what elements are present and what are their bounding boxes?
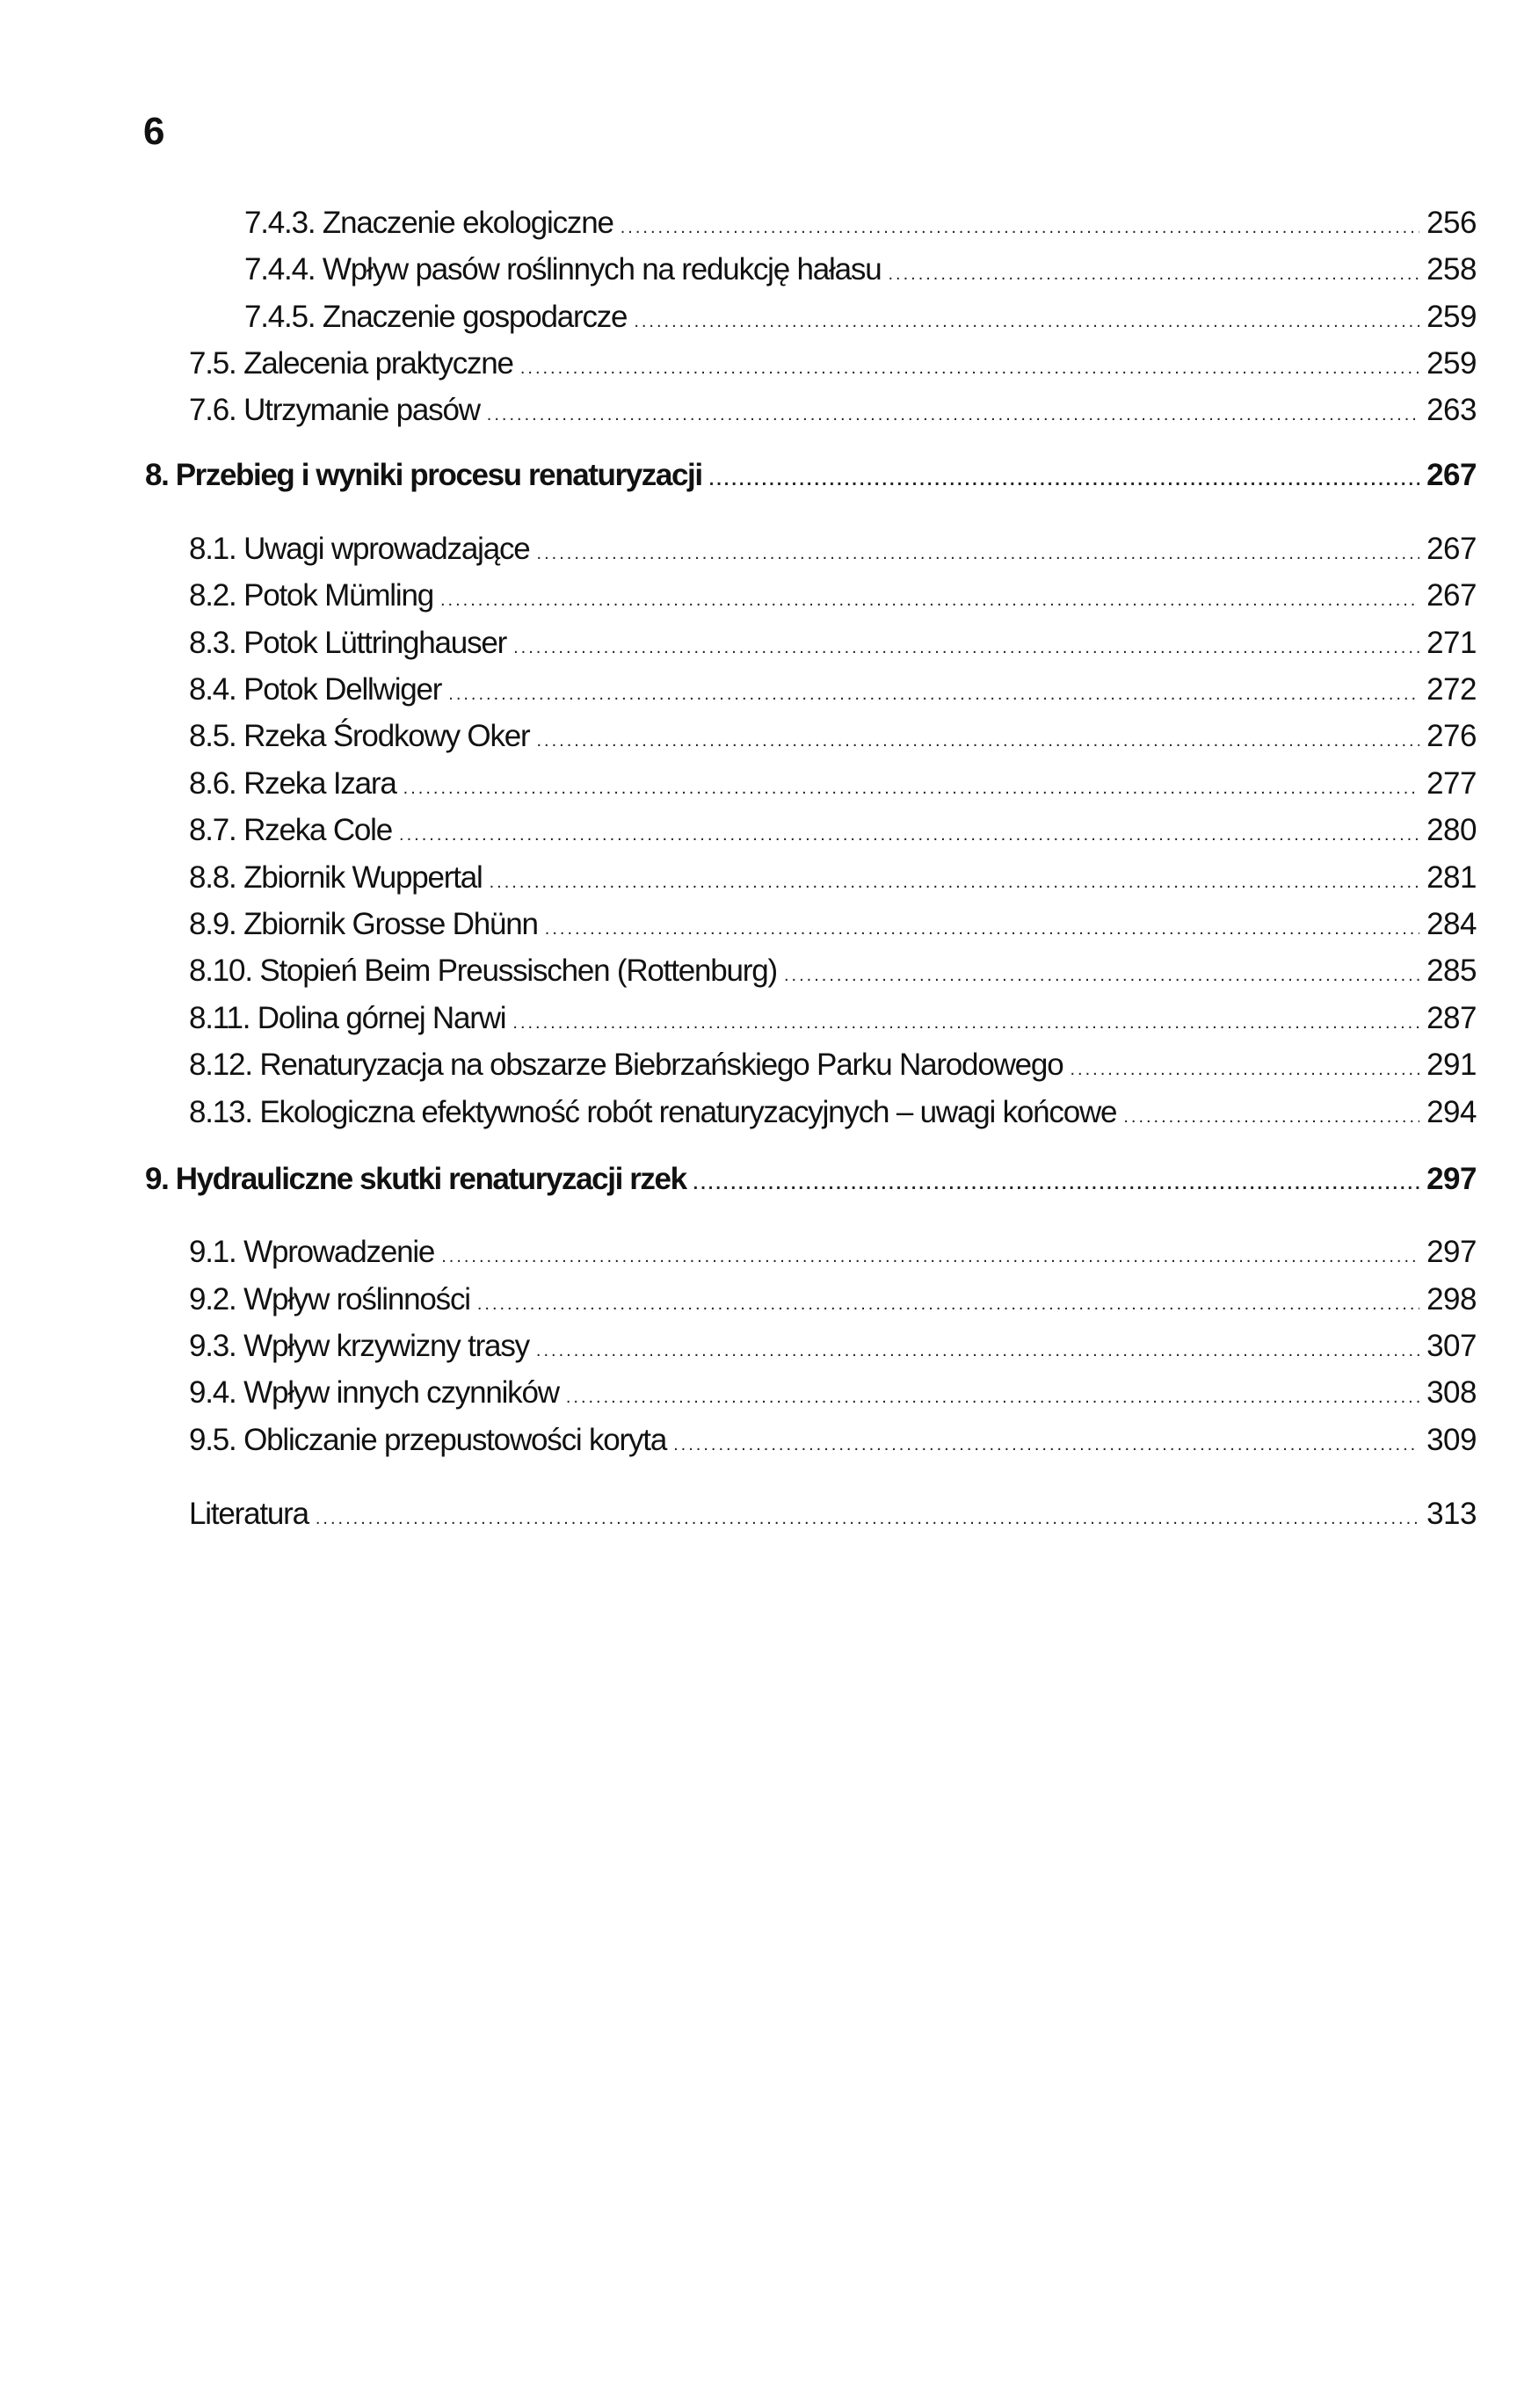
toc-entry <box>189 952 1477 990</box>
dot-leader <box>513 628 1419 667</box>
toc-entry <box>189 811 1477 850</box>
toc-page-number: 263 <box>1426 393 1477 427</box>
toc-entry-title: 8. Przebieg i wyniki procesu renaturyzacji <box>145 458 702 492</box>
toc-entry <box>189 1046 1477 1084</box>
dot-leader <box>634 302 1419 341</box>
toc-page-number: 294 <box>1426 1095 1477 1129</box>
toc-entry <box>189 1495 1477 1534</box>
toc-entry <box>189 717 1477 756</box>
dot-leader <box>536 1331 1419 1370</box>
toc-page-number: 276 <box>1426 719 1477 753</box>
toc-page-number: 258 <box>1426 252 1477 286</box>
toc-entry-title: 7.4.5. Znaczenie gospodarcze <box>244 300 628 334</box>
toc-page-number: 309 <box>1426 1423 1477 1457</box>
toc-entry-title: 9.1. Wprowadzenie <box>189 1235 435 1269</box>
dot-leader <box>566 1378 1419 1417</box>
toc-entry-title: 7.5. Zalecenia praktyczne <box>189 346 513 381</box>
toc-page-number: 297 <box>1426 1235 1477 1269</box>
toc-page-number: 272 <box>1426 672 1477 707</box>
toc-entry-title: 7.4.3. Znaczenie ekologiczne <box>244 206 613 240</box>
dot-leader <box>403 769 1419 808</box>
toc-page-number: 256 <box>1426 206 1477 240</box>
toc-entry <box>189 671 1477 709</box>
toc-page-number: 281 <box>1426 860 1477 895</box>
toc-entry <box>244 250 1477 289</box>
toc-entry-title: 8.11. Dolina górnej Narwi <box>189 1001 506 1035</box>
toc-page-number: 259 <box>1426 300 1477 334</box>
toc-entry <box>244 204 1477 243</box>
dot-leader <box>520 349 1419 388</box>
dot-leader <box>477 1285 1419 1324</box>
toc-entry-title: 9.5. Obliczanie przepustowości koryta <box>189 1423 667 1457</box>
toc-entry-title: 8.2. Potok Mümling <box>189 578 433 613</box>
dot-leader <box>490 863 1419 902</box>
toc-entry <box>189 859 1477 897</box>
dot-leader <box>621 208 1419 247</box>
dot-leader <box>693 1164 1419 1203</box>
toc-page-number: 313 <box>1426 1497 1477 1531</box>
dot-leader <box>784 956 1419 995</box>
toc-entry-title: 8.3. Potok Lüttringhauser <box>189 626 507 660</box>
toc-entry-title: 8.12. Renaturyzacja na obszarze Biebrzańskiego Parku Narodowego <box>189 1048 1063 1082</box>
toc-entry <box>189 1327 1477 1366</box>
toc-entry-title: 9. Hydrauliczne skutki renaturyzacji rzek <box>145 1162 686 1196</box>
toc-entry-title: 8.7. Rzeka Cole <box>189 813 393 847</box>
page-number: 6 <box>143 110 165 153</box>
dot-leader <box>399 816 1419 854</box>
toc-entry <box>244 298 1477 337</box>
toc-entry-title: 9.3. Wpływ krzywizny trasy <box>189 1329 529 1363</box>
dot-leader <box>673 1425 1419 1464</box>
toc-page-number: 284 <box>1426 907 1477 941</box>
toc-page-number: 291 <box>1426 1048 1477 1082</box>
dot-leader <box>316 1499 1419 1538</box>
toc-entry <box>189 765 1477 803</box>
dot-leader <box>1070 1050 1419 1089</box>
dot-leader <box>709 461 1419 499</box>
toc-entry-title: 8.4. Potok Dellwiger <box>189 672 442 707</box>
toc-entry-title: 8.10. Stopień Beim Preussischen (Rottenburg) <box>189 954 777 988</box>
toc-entry-title: 8.8. Zbiornik Wuppertal <box>189 860 483 895</box>
dot-leader <box>537 534 1420 573</box>
toc-entry-title: 7.4.4. Wpływ pasów roślinnych na redukcję hałasu <box>244 252 882 286</box>
dot-leader <box>448 675 1419 714</box>
toc-page-number: 271 <box>1426 626 1477 660</box>
toc-entry-title: 8.9. Zbiornik Grosse Dhünn <box>189 907 538 941</box>
toc-entry <box>189 1280 1477 1319</box>
toc-entry <box>189 1233 1477 1272</box>
toc-entry <box>189 624 1477 663</box>
toc-entry <box>189 391 1477 430</box>
toc-entry <box>189 1421 1477 1460</box>
toc-entry-title: 8.13. Ekologiczna efektywność robót renaturyzacyjnych – uwagi końcowe <box>189 1095 1117 1129</box>
dot-leader <box>487 395 1419 434</box>
toc-entry-title: 8.1. Uwagi wprowadzające <box>189 532 530 566</box>
toc-entry <box>189 999 1477 1038</box>
toc-chapter-entry <box>145 456 1477 495</box>
toc-page-number: 267 <box>1426 532 1477 566</box>
dot-leader <box>536 722 1419 760</box>
toc-page-number: 308 <box>1426 1375 1477 1410</box>
toc-entry-title: 7.6. Utrzymanie pasów <box>189 393 480 427</box>
toc-chapter-entry <box>145 1160 1477 1199</box>
toc-entry-title: 9.4. Wpływ innych czynników <box>189 1375 559 1410</box>
dot-leader <box>1123 1098 1419 1136</box>
dot-leader <box>441 1237 1419 1276</box>
dot-leader <box>888 255 1419 294</box>
toc-page-number: 285 <box>1426 954 1477 988</box>
toc-entry <box>189 577 1477 615</box>
toc-entry <box>189 1093 1477 1132</box>
toc-entry-title: 9.2. Wpływ roślinności <box>189 1282 470 1316</box>
dot-leader <box>545 910 1419 948</box>
toc-entry-title: 8.6. Rzeka Izara <box>189 766 396 801</box>
toc-entry <box>189 530 1477 569</box>
dot-leader <box>440 581 1419 620</box>
toc-entry-title: Literatura <box>189 1497 308 1531</box>
toc-page-number: 259 <box>1426 346 1477 381</box>
toc-page-number: 277 <box>1426 766 1477 801</box>
dot-leader <box>512 1004 1419 1042</box>
toc-entry <box>189 345 1477 383</box>
toc-page-number: 287 <box>1426 1001 1477 1035</box>
toc-page-number: 267 <box>1426 578 1477 613</box>
toc-page-number: 267 <box>1426 458 1477 492</box>
toc-entry-title: 8.5. Rzeka Środkowy Oker <box>189 719 530 753</box>
toc-entry <box>189 905 1477 944</box>
toc-page-number: 307 <box>1426 1329 1477 1363</box>
toc-entry <box>189 1374 1477 1412</box>
toc-page-number: 297 <box>1426 1162 1477 1196</box>
toc-page-number: 280 <box>1426 813 1477 847</box>
toc-page-number: 298 <box>1426 1282 1477 1316</box>
